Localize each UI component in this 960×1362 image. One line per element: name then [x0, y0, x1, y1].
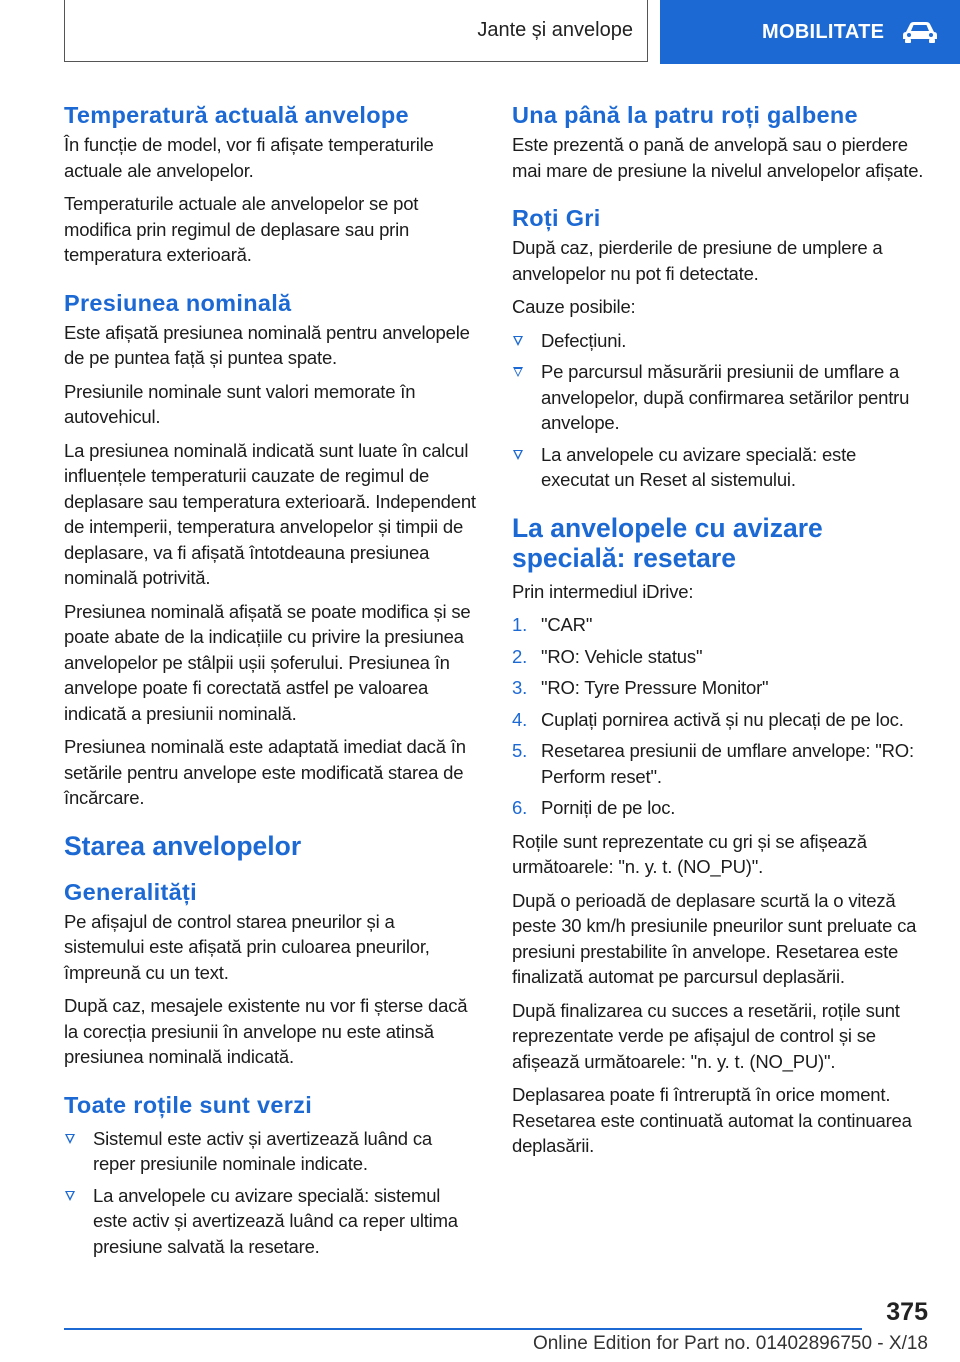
reset-intro: Prin intermediul iDrive: — [512, 580, 694, 602]
list-item: 4. Cuplați pornirea activă și nu plecați de pe loc. — [512, 708, 904, 730]
list-item: Sistemul este activ și avertizează luând ca reper presiunile nominale indicate. — [64, 1126, 478, 1177]
list-item: 3. "RO: Tyre Pressure Monitor" — [512, 677, 769, 698]
nominal-paragraph-3: La presiunea nominală indicată sunt luate în calcul influențele temperaturii cauzate de regimul de deplasare sau temperatura exterioară. Independent de intemperii, temperatura anvelopelor și timpii de deplasare, va fi afișată întotdeauna presiunea nominală potrivită. — [64, 439, 476, 588]
nominal-heading: Presiunea nominală — [64, 289, 292, 316]
nominal-paragraph-2: Presiunile nominale sunt valori memorate în autovehicul. — [64, 380, 416, 427]
list-item: 5. Resetarea presiunii de umflare anvelope: "RO: Perform reset". — [512, 740, 914, 787]
list-item: Pe parcursul măsurării presiunii de umflare a anvelopelor, după confirmarea setărilor pentru anvelope. — [512, 359, 928, 436]
triangle-bullet-icon — [513, 336, 523, 346]
green-heading: Toate roțile sunt verzi — [64, 1091, 313, 1118]
temp-heading: Temperatură actuală anvelope — [64, 102, 409, 128]
list-item: 1. "CAR" — [512, 614, 593, 635]
yellow-heading: Una până la patru roți galbene — [512, 102, 858, 128]
grey-heading: Roți Gri — [512, 205, 601, 231]
general-heading: Generalități — [64, 878, 197, 905]
grey-list — [512, 328, 928, 493]
section-title: Jante și anvelope — [477, 19, 633, 41]
reset-paragraph-3: După finalizarea cu succes a resetării, roțile sunt reprezentate verde pe afișajul de control și se afișează următoarele: "n. y. t. (NO_PU)". — [512, 999, 900, 1072]
chapter-title: MOBILITATE — [762, 20, 885, 43]
nominal-paragraph-1: Este afișată presiunea nominală pentru anvelopele de pe puntea față și puntea spate. — [64, 321, 470, 368]
reset-paragraph-1: Roțile sunt reprezentate cu gri și se afișează următoarele: "n. y. t. (NO_PU)". — [512, 830, 867, 877]
list-item: 6. Porniți de pe loc. — [512, 797, 676, 818]
page-number: 375 — [886, 1298, 928, 1326]
grey-paragraph-2: Cauze posibile: — [512, 296, 636, 317]
car-icon — [900, 20, 940, 44]
page-header — [64, 0, 960, 64]
yellow-paragraph-1: Este prezentă o pană de anvelopă sau o pierdere mai mare de presiune la nivelul anvelopelor afișate. — [512, 134, 924, 181]
reset-steps — [512, 612, 928, 821]
green-list — [64, 1126, 478, 1260]
triangle-bullet-icon — [65, 1134, 75, 1144]
reset-paragraph-2: După o perioadă de deplasare scurtă la o viteză peste 30 km/h presiunile pneurilor sunt preluate ca presiuni prestabilite în anvelope. Resetarea este finalizată automat pe parcursul deplasării. — [512, 889, 917, 987]
temp-paragraph-2: Temperaturile actuale ale anvelopelor se pot modifica prin regimul de deplasare sau prin temperatura exterioară. — [64, 193, 419, 265]
list-item: 2. "RO: Vehicle status" — [512, 645, 703, 667]
list-item: La anvelopele cu avizare specială: este executat un Reset al sistemului. — [512, 442, 928, 493]
list-item: Defecțiuni. — [512, 328, 928, 354]
chapter-title-tab — [660, 0, 960, 64]
status-heading: Starea anvelopelor — [64, 830, 302, 861]
triangle-bullet-icon — [513, 450, 523, 460]
reset-paragraph-4: Deplasarea poate fi întreruptă în orice moment. Resetarea este continuată automat la continuarea deplasării. — [512, 1084, 912, 1156]
triangle-bullet-icon — [513, 367, 523, 377]
nominal-paragraph-4: Presiunea nominală afișată se poate modifica și se poate abate de la indicațiile cu privire la presiunea anvelopelor pe stâlpii ușii șoferului. Presiunea în anvelope poate fi corectată astfel pe valoarea indicată a presiunii nominală. — [64, 600, 471, 724]
reset-heading: La anvelopele cu avizare specială: resetare — [512, 512, 823, 573]
list-item: La anvelopele cu avizare specială: sistemul este activ și avertizează luând ca reper ultima presiune salvată la resetare. — [64, 1183, 478, 1260]
nominal-paragraph-5: Presiunea nominală este adaptată imediat dacă în setările pentru anvelope este modificată starea de încărcare. — [64, 736, 466, 808]
edition-text: Online Edition for Part no. 01402896750 - X/18 — [532, 1333, 928, 1354]
left-column — [64, 100, 478, 1267]
right-column — [512, 100, 928, 1167]
general-paragraph-2: După caz, mesajele existente nu vor fi șterse dacă la corecția presiunii în anvelope nu este atinsă presiunea nominală indicată. — [64, 995, 468, 1067]
grey-paragraph-1: După caz, pierderile de presiune de umplere a anvelopelor nu pot fi detectate. — [512, 237, 883, 284]
general-paragraph-1: Pe afișajul de control starea pneurilor și a sistemului este afișată prin culoarea pneurilor, împreună cu un text. — [64, 910, 430, 983]
section-title-tab — [64, 0, 648, 62]
footer-divider — [64, 1328, 862, 1330]
triangle-bullet-icon — [65, 1191, 75, 1201]
temp-paragraph-1: În funcție de model, vor fi afișate temperaturile actuale ale anvelopelor. — [64, 134, 434, 181]
